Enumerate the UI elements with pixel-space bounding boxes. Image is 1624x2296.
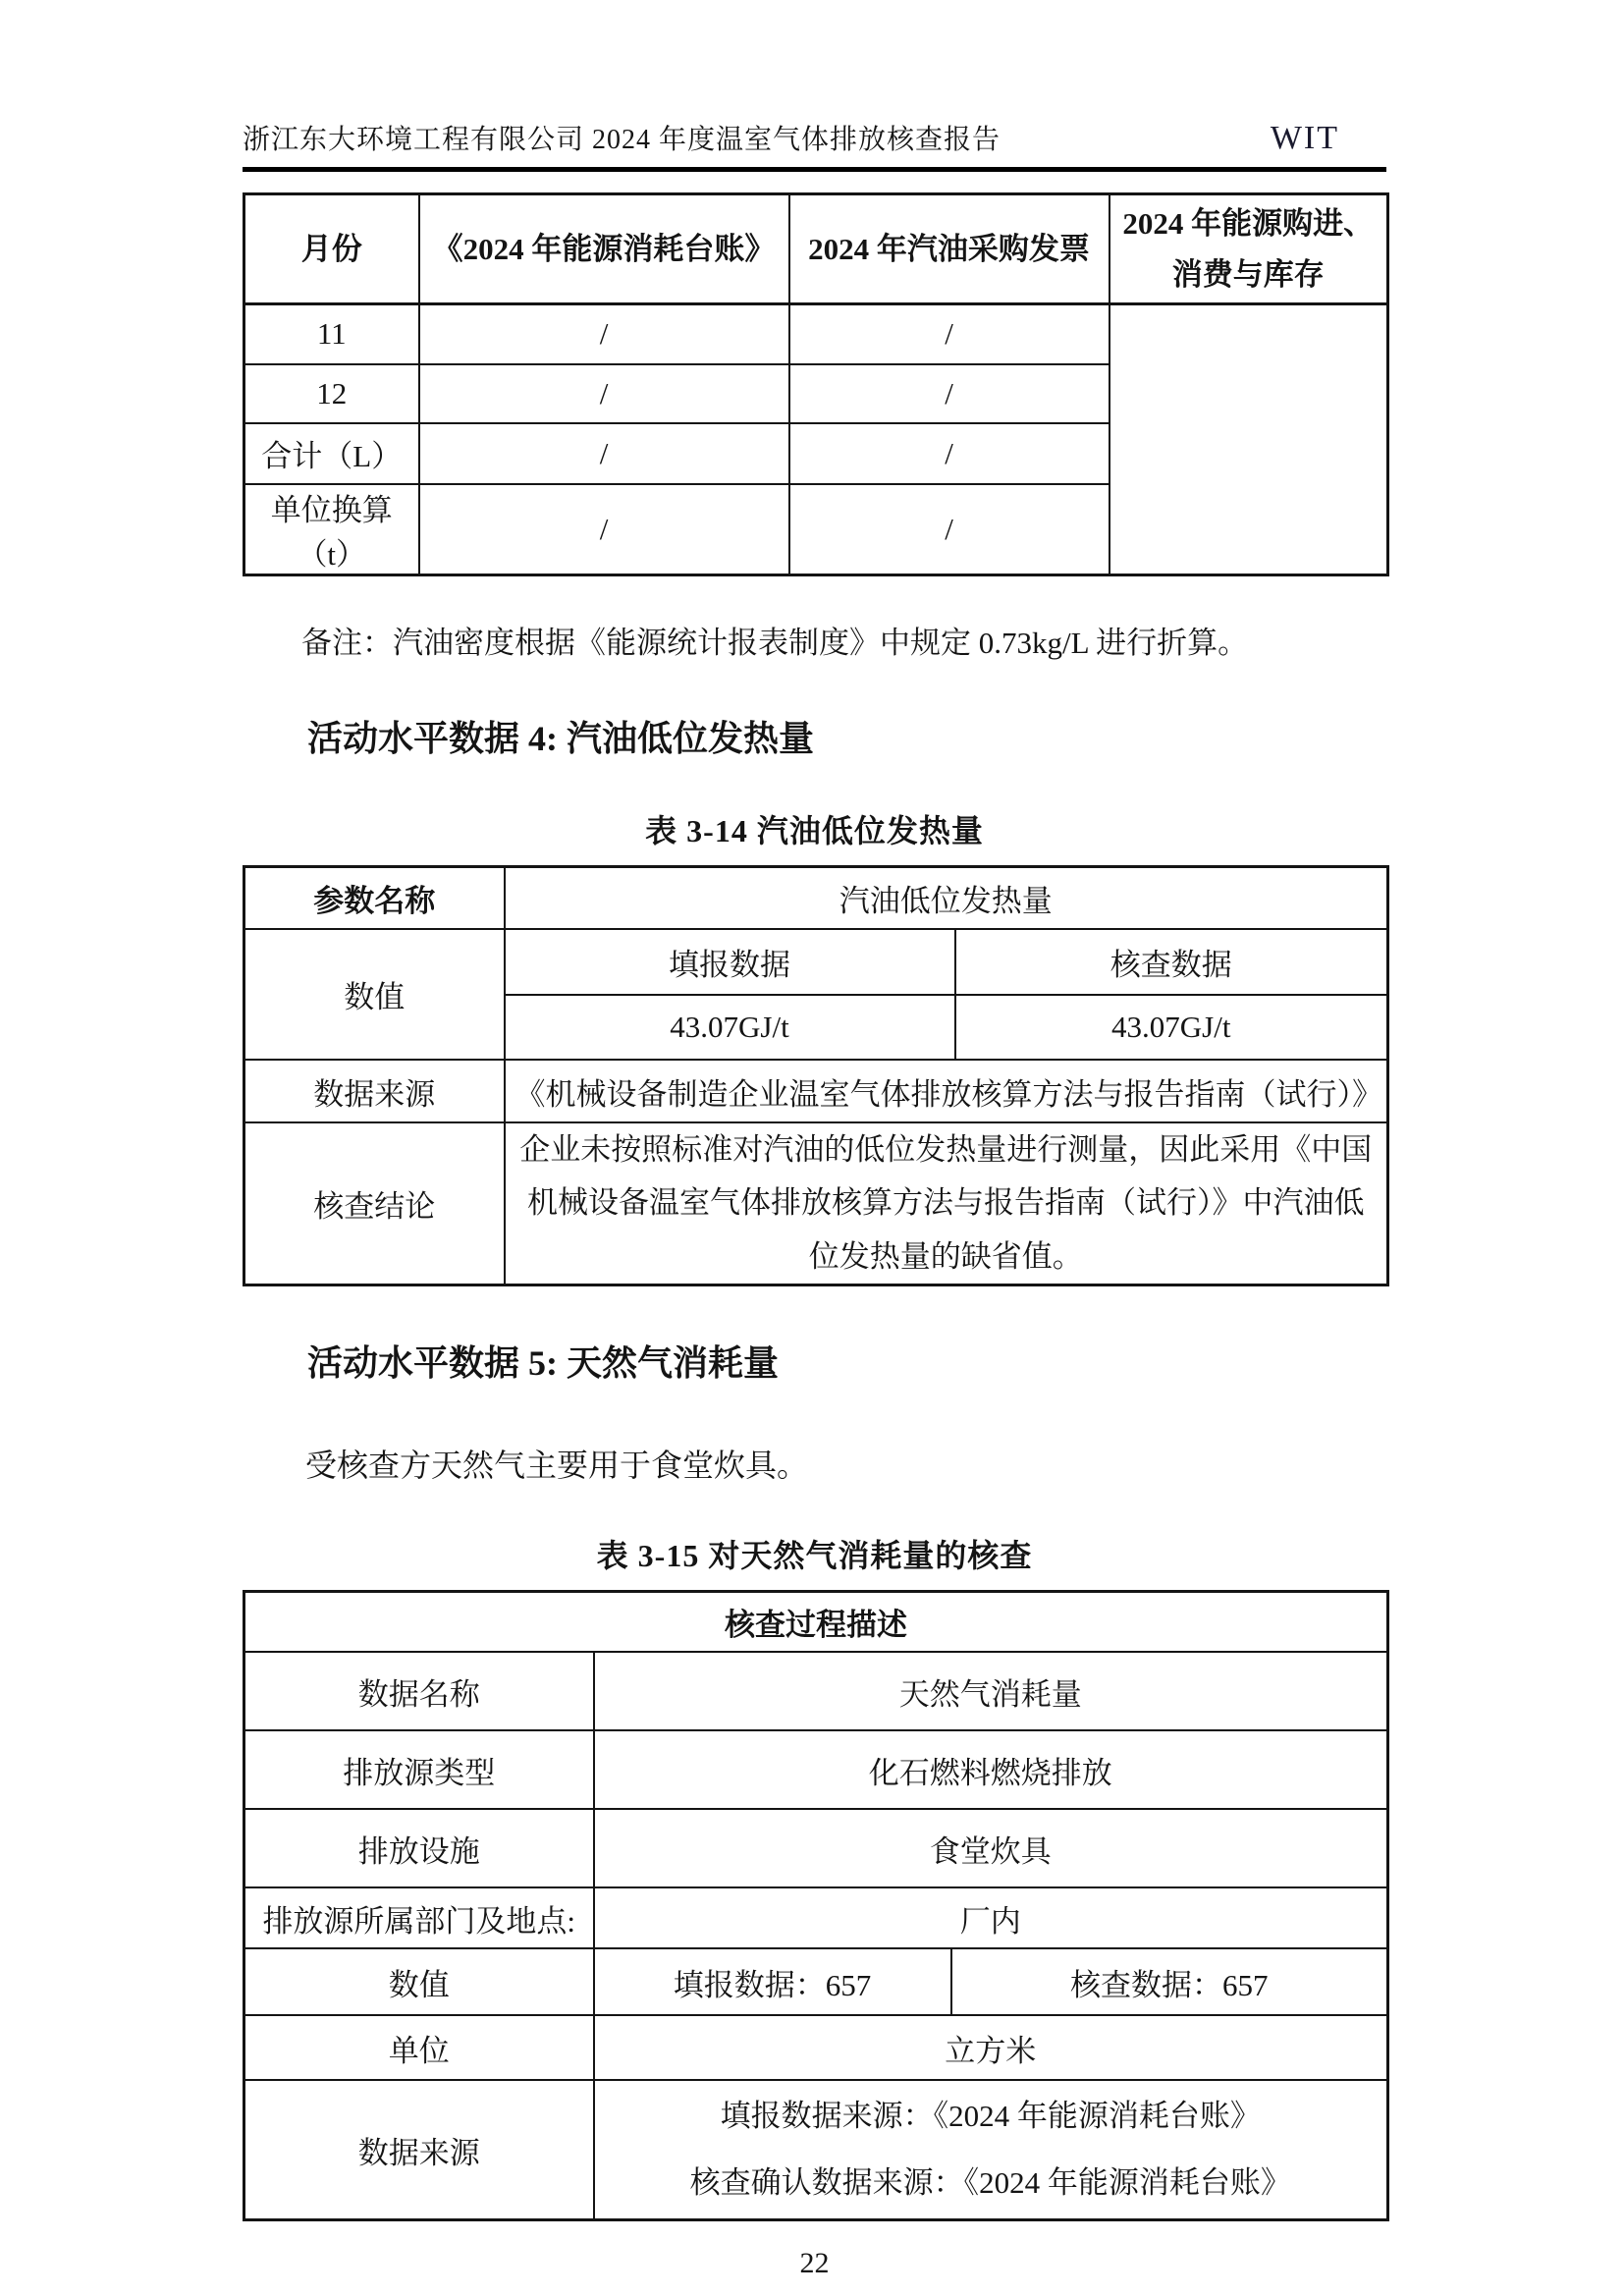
table-row (244, 1060, 1388, 1122)
reported-data-label: 填报数据 (505, 929, 955, 995)
conclusion-label: 核查结论 (244, 1122, 505, 1285)
table-row (244, 1948, 1388, 2015)
gasoline-crosscheck-table (243, 192, 1389, 576)
data-source-label: 数据来源 (244, 1060, 505, 1122)
report-title: 浙江东大环境工程有限公司 2024 年度温室气体排放核查报告 (243, 125, 1001, 155)
value-label: 数值 (244, 1948, 594, 2015)
ledger-cell: / (419, 364, 789, 423)
section4-heading: 活动水平数据 4: 汽油低位发热量 (307, 718, 814, 758)
emission-facility-label: 排放设施 (244, 1809, 594, 1887)
heat-value-table (243, 865, 1389, 1286)
value-label: 数值 (244, 929, 505, 1060)
month-column-header: 月份 (244, 194, 419, 304)
department-location-value: 厂内 (594, 1887, 1388, 1948)
unit-value: 立方米 (594, 2015, 1388, 2080)
reported-source-line: 填报数据来源：《2024 年能源消耗台账》 (720, 2098, 1261, 2133)
total-label-cell: 合计（L） (244, 423, 419, 484)
table-note: 备注：汽油密度根据《能源统计报表制度》中规定 0.73kg/L 进行折算。 (301, 625, 1249, 660)
table-row (244, 929, 1388, 995)
department-location-label: 排放源所属部门及地点: (244, 1887, 594, 1948)
table-header-row (244, 1591, 1388, 1652)
invoice-cell: / (789, 484, 1110, 575)
ledger-cell: / (419, 484, 789, 575)
invoice-column-header: 2024 年汽油采购发票 (789, 194, 1110, 304)
table-row (244, 1122, 1388, 1285)
verified-data-label: 核查数据 (955, 929, 1388, 995)
gas-consumption-table (243, 1590, 1389, 2221)
unit-conversion-label-cell: 单位换算（t） (244, 484, 419, 575)
wit-logo: WIT (1270, 120, 1339, 156)
month-cell: 11 (244, 304, 419, 364)
table-3-15-title: 表 3-15 对天然气消耗量的核查 (596, 1537, 1033, 1573)
ledger-cell: / (419, 423, 789, 484)
merged-empty-cell (1110, 304, 1388, 575)
emission-facility-value: 食堂炊具 (594, 1809, 1388, 1887)
ledger-column-header: 《2024 年能源消耗台账》 (419, 194, 789, 304)
table-row (244, 1730, 1388, 1809)
table-3-14-title: 表 3-14 汽油低位发热量 (645, 812, 984, 848)
purchase-column-header: 2024 年能源购进、消费与库存 (1110, 194, 1388, 304)
emission-source-type-label: 排放源类型 (244, 1730, 594, 1809)
conclusion-text: 企业未按照标准对汽油的低位发热量进行测量，因此采用《中国机械设备温室气体排放核算方法与报告指南（试行）》中汽油低位发热量的缺省值。 (505, 1122, 1388, 1285)
reported-value-cell: 填报数据：657 (594, 1948, 951, 2015)
table-row (244, 866, 1388, 929)
section5-intro: 受核查方天然气主要用于食堂炊具。 (305, 1447, 809, 1483)
verified-heat-value: 43.07GJ/t (955, 995, 1388, 1060)
invoice-cell: / (789, 304, 1110, 364)
month-cell: 12 (244, 364, 419, 423)
param-name-label: 参数名称 (244, 866, 505, 929)
table-row (244, 1652, 1388, 1730)
data-name-value: 天然气消耗量 (594, 1652, 1388, 1730)
ledger-cell: / (419, 304, 789, 364)
table-row (244, 1809, 1388, 1887)
page-header (243, 118, 1386, 172)
table-header-row (244, 194, 1388, 304)
verified-source-line: 核查确认数据来源：《2024 年能源消耗台账》 (689, 2165, 1291, 2200)
table-row (244, 2015, 1388, 2080)
unit-label: 单位 (244, 2015, 594, 2080)
reported-heat-value: 43.07GJ/t (505, 995, 955, 1060)
emission-source-type-value: 化石燃料燃烧排放 (594, 1730, 1388, 1809)
page-number: 22 (799, 2246, 830, 2279)
data-source-label: 数据来源 (244, 2080, 594, 2219)
param-name-value: 汽油低位发热量 (505, 866, 1388, 929)
verified-value-cell: 核查数据：657 (951, 1948, 1388, 2015)
data-source-value: 《机械设备制造企业温室气体排放核算方法与报告指南（试行）》 (505, 1060, 1388, 1122)
table-row (244, 2080, 1388, 2219)
invoice-cell: / (789, 423, 1110, 484)
invoice-cell: / (789, 364, 1110, 423)
table-row (244, 1887, 1388, 1948)
table-row (244, 304, 1388, 364)
process-description-header: 核查过程描述 (244, 1591, 1388, 1652)
data-name-label: 数据名称 (244, 1652, 594, 1730)
data-source-value (594, 2080, 1388, 2219)
section5-heading: 活动水平数据 5: 天然气消耗量 (307, 1342, 779, 1383)
